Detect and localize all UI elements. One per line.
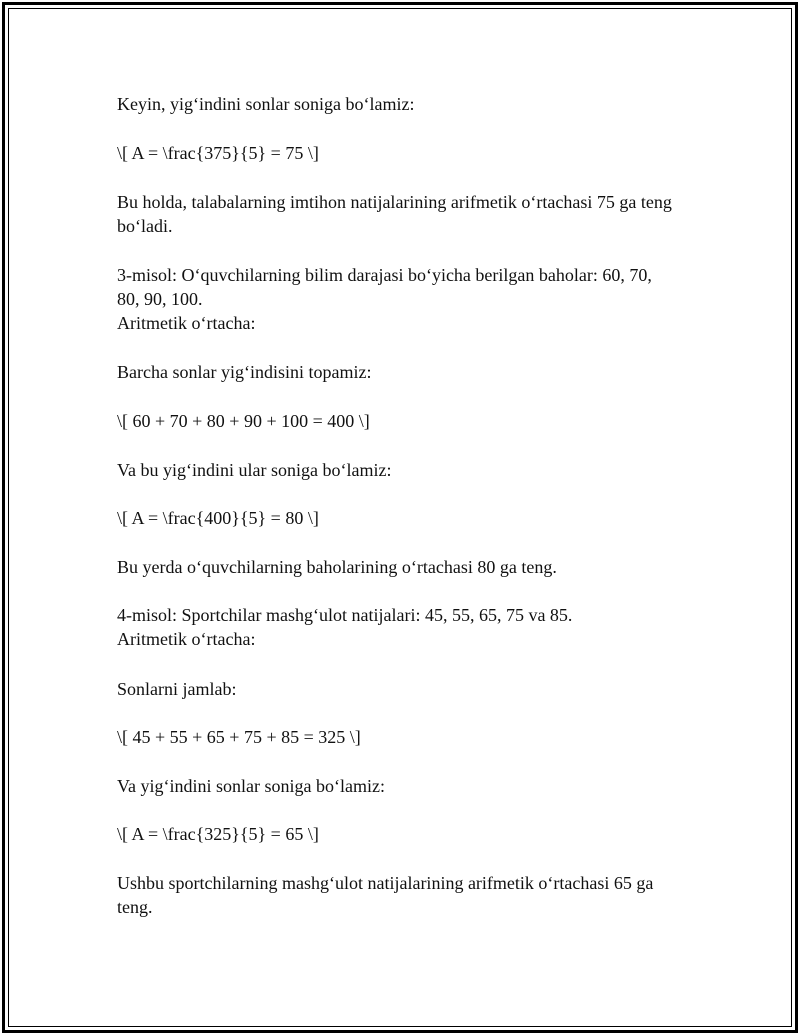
paragraph-result-75-line2: bo‘ladi. [117,216,173,236]
example-3-heading-line2: 80, 90, 100. [117,289,203,309]
formula-sum-325: \[ 45 + 55 + 65 + 75 + 85 = 325 \] [117,727,361,747]
example-3-subheading: Aritmetik o‘rtacha: [117,313,256,333]
paragraph-divide-sum: Va yig‘indini sonlar soniga bo‘lamiz: [117,776,385,796]
paragraph-sum-division-intro: Keyin, yig‘indini sonlar soniga bo‘lamiz: [117,94,415,114]
paragraph-result-75-line1: Bu holda, talabalarning imtihon natijalarining arifmetik o‘rtachasi 75 ga teng [117,192,672,212]
example-4-subheading: Aritmetik o‘rtacha: [117,629,256,649]
example-3-heading-line1: 3-misol: O‘quvchilarning bilim darajasi bo‘yicha berilgan baholar: 60, 70, [117,265,652,285]
paragraph-find-sum: Barcha sonlar yig‘indisini topamiz: [117,362,372,382]
formula-mean-65: \[ A = \frac{325}{5} = 65 \] [117,824,319,844]
formula-sum-400: \[ 60 + 70 + 80 + 90 + 100 = 400 \] [117,411,370,431]
example-4-heading: 4-misol: Sportchilar mashg‘ulot natijalari: 45, 55, 65, 75 va 85. [117,605,573,625]
paragraph-summing: Sonlarni jamlab: [117,679,237,699]
paragraph-result-65-line2: teng. [117,897,153,917]
paragraph-result-80: Bu yerda o‘quvchilarning baholarining o‘rtachasi 80 ga teng. [117,557,557,577]
paragraph-result-65-line1: Ushbu sportchilarning mashg‘ulot natijalarining arifmetik o‘rtachasi 65 ga [117,873,654,893]
paragraph-divide-count: Va bu yig‘indini ular soniga bo‘lamiz: [117,460,392,480]
formula-mean-80: \[ A = \frac{400}{5} = 80 \] [117,508,319,528]
formula-mean-75: \[ A = \frac{375}{5} = 75 \] [117,143,319,163]
